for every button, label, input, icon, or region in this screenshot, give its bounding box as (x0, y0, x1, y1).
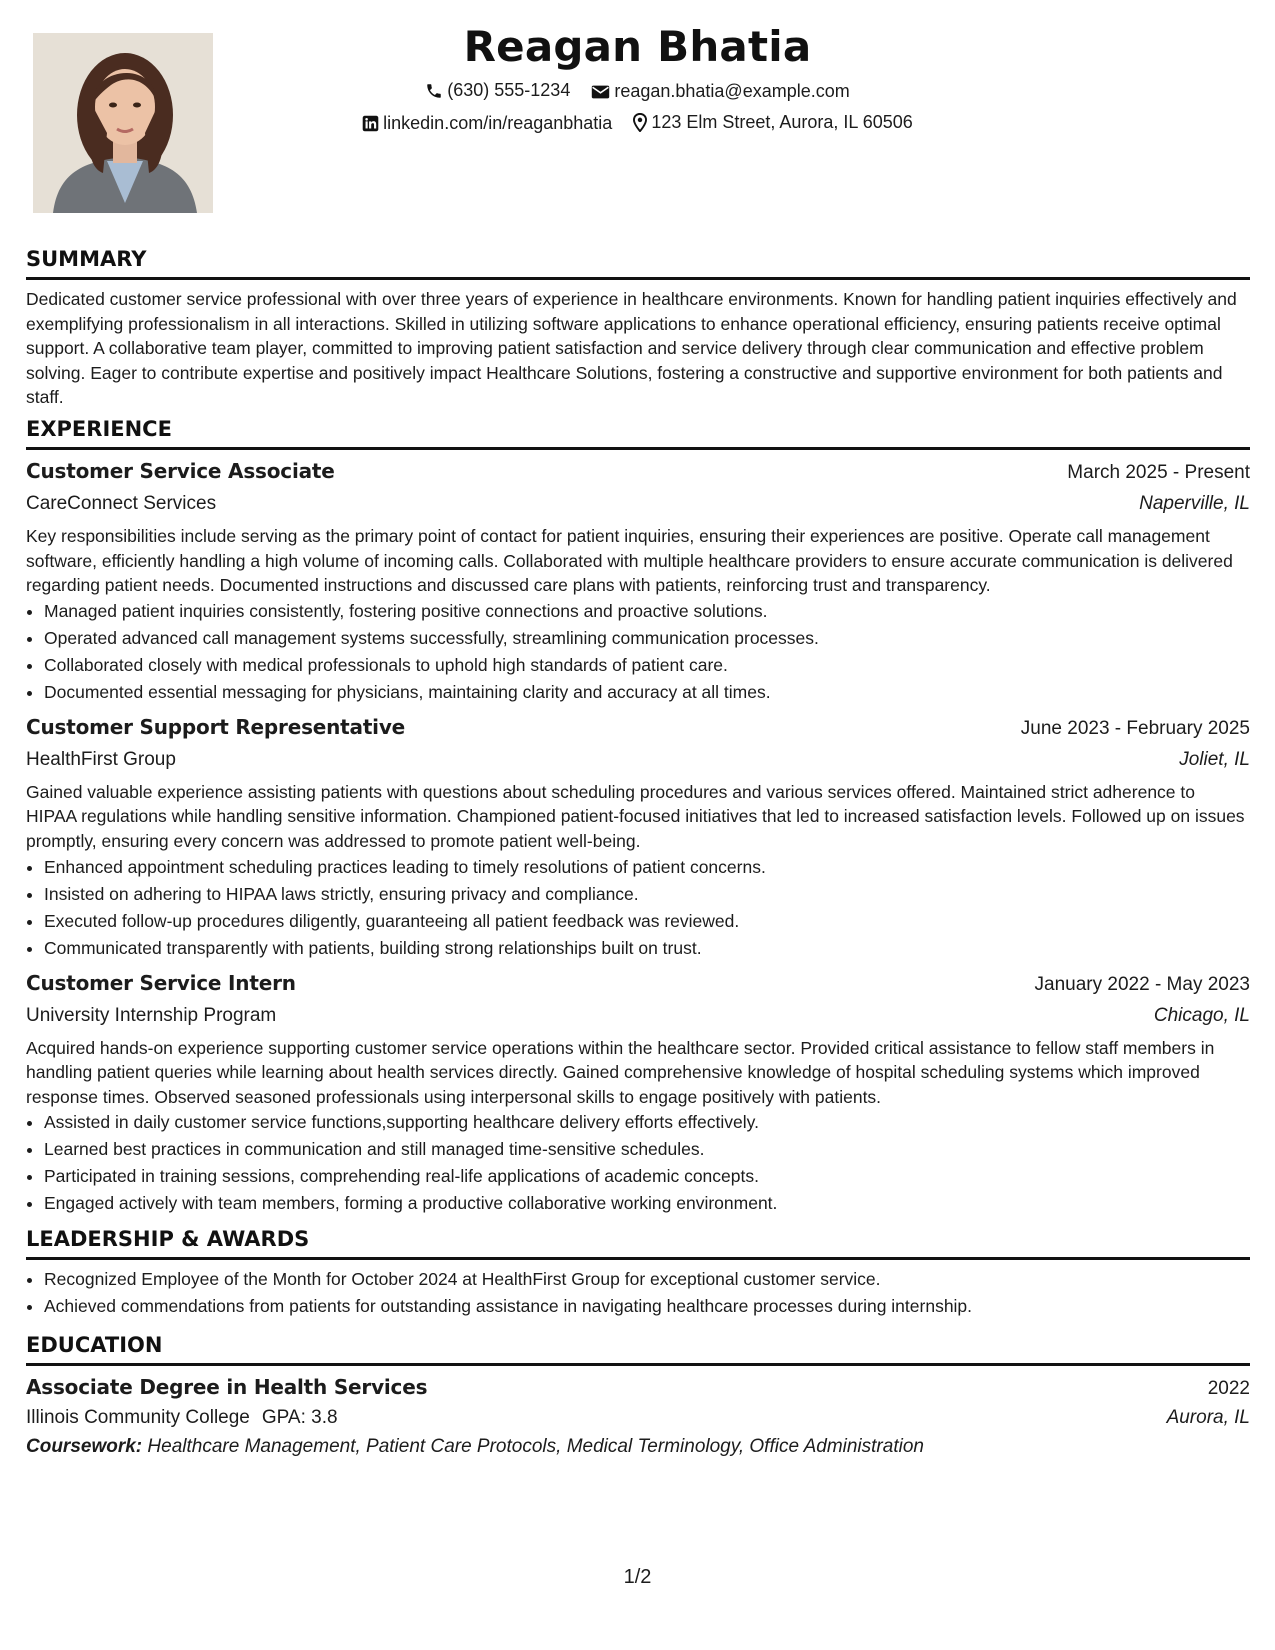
section-title-education: EDUCATION (26, 1332, 1250, 1366)
envelope-icon (591, 84, 610, 100)
summary-text: Dedicated customer service professional with over three years of experience in healthcare environments. Known for handling patient inquiries effectively and exemplifying professionalism in all interactions. Skilled in utilizing software applications to enhance operational efficiency, ensuring patients receive optimal support. A collaborative team player, committed to improving patient satisfaction and service delivery through clear communication and effective problem solving. Eager to contribute expertise and positively impact Healthcare Solutions, fostering a constructive and supportive environment for both patients and staff. (26, 289, 1237, 408)
job-description: Key responsibilities include serving as the primary point of contact for patient inquiries, ensuring their experiences are positive. Operate call management software, efficiently handling a high volume of incoming calls. Collaborated with multiple healthcare providers to ensure accurate communication is delivered regarding patient needs. Documented instructions and discussed care plans with patients, reinforcing trust and transparency. (26, 526, 1233, 596)
job-subheader (26, 747, 1250, 773)
candidate-name: Reagan Bhatia (463, 22, 812, 71)
bullet-item: • Insisted on adhering to HIPAA laws strictly, ensuring privacy and compliance. (44, 881, 1250, 908)
bullet-item: • Engaged actively with team members, forming a productive collaborative working environment. (44, 1190, 1250, 1217)
job-subheader (26, 491, 1250, 517)
job-company: HealthFirst Group (26, 748, 176, 770)
coursework-label: Coursework: (26, 1436, 143, 1457)
job-description: Acquired hands-on experience supporting customer service operations within the healthcare sector. Provided critical assistance to fellow staff members in handling patient queries while learning about health services directly. Gained comprehensive knowledge of hospital scheduling systems which improved response times. Observed seasoned professionals using interpersonal skills to engage positively with patients. (26, 1037, 1215, 1107)
job-header (26, 458, 1250, 486)
bullet-item: • Collaborated closely with medical professionals to uphold high standards of patient care. (44, 652, 1250, 679)
bullet-item: • Participated in training sessions, comprehending real-life applications of academic concepts. (44, 1163, 1250, 1190)
linkedin-icon (362, 115, 379, 132)
graduation-year: 2022 (1207, 1378, 1250, 1399)
education-header (26, 1374, 1250, 1402)
degree-title: Associate Degree in Health Services (26, 1375, 428, 1399)
email-text: reagan.bhatia@example.com (614, 81, 850, 101)
contact-email[interactable] (591, 81, 849, 102)
contact-linkedin[interactable] (362, 113, 612, 134)
job-header (26, 714, 1250, 742)
job-title: Customer Service Intern (26, 970, 296, 995)
bullet-item: • Achieved commendations from patients for outstanding assistance in navigating healthcare processes during internship. (44, 1293, 1250, 1320)
bullet-item: • Operated advanced call management systems successfully, streamlining communication processes. (44, 625, 1250, 652)
phone-text: (630) 555-1234 (447, 80, 571, 100)
gpa: GPA: 3.8 (261, 1407, 338, 1428)
school-info (26, 1405, 338, 1431)
section-title-experience: EXPERIENCE (26, 416, 1250, 450)
bullet-item: • Assisted in daily customer service functions,supporting healthcare delivery efforts effectively. (44, 1109, 1250, 1136)
job-bullets (26, 598, 1250, 706)
job-title: Customer Support Representative (26, 714, 406, 739)
job-bullets (26, 1109, 1250, 1217)
job-header (26, 970, 1250, 998)
bullet-item: • Enhanced appointment scheduling practices leading to timely resolutions of patient concerns. (44, 854, 1250, 881)
job-title: Customer Service Associate (26, 459, 335, 483)
summary-section (26, 246, 1250, 410)
phone-icon (425, 82, 443, 100)
job-entry (26, 714, 1250, 962)
section-title-summary: SUMMARY (26, 246, 1250, 280)
school-location: Aurora, IL (1166, 1407, 1250, 1428)
bullet-item: • Learned best practices in communication and still managed time-sensitive schedules. (44, 1136, 1250, 1163)
coursework (26, 1436, 1250, 1458)
job-dates: January 2022 - May 2023 (1034, 973, 1250, 995)
job-entry (26, 458, 1250, 706)
job-location: Naperville, IL (1139, 493, 1250, 514)
map-marker-icon (633, 113, 647, 132)
education-subheader (26, 1405, 1250, 1431)
contact-phone[interactable] (425, 80, 570, 101)
job-company: University Internship Program (26, 1004, 277, 1026)
school-name: Illinois Community College (26, 1407, 250, 1428)
job-description: Gained valuable experience assisting patients with questions about scheduling procedures and various services offered. Maintained strict adherence to HIPAA regulations while handling sensitive information. Championed patient-focused initiatives that led to increased satisfaction levels. Followed up on issues promptly, ensuring every concern was addressed to promote patient well-being. (26, 781, 1245, 851)
education-section (26, 1332, 1250, 1458)
address-text: 123 Elm Street, Aurora, IL 60506 (651, 112, 913, 132)
contact-row-primary (0, 80, 1275, 105)
experience-section (26, 416, 1250, 1217)
page-number: 1/2 (623, 1566, 652, 1588)
bullet-item: • Communicated transparently with patients, building strong relationships built on trust. (44, 935, 1250, 962)
job-location: Chicago, IL (1153, 1004, 1250, 1026)
bullet-item: • Managed patient inquiries consistently, fostering positive connections and proactive solutions. (44, 598, 1250, 625)
section-title-leadership: LEADERSHIP & AWARDS (26, 1226, 1250, 1260)
job-location: Joliet, IL (1179, 748, 1250, 770)
job-entry (26, 970, 1250, 1218)
bullet-item: • Recognized Employee of the Month for October 2024 at HealthFirst Group for exceptional customer service. (44, 1266, 1250, 1293)
job-dates: March 2025 - Present (1067, 462, 1250, 483)
leadership-section (26, 1226, 1250, 1320)
bullet-item: • Documented essential messaging for physicians, maintaining clarity and accuracy at all times. (44, 679, 1250, 706)
bullet-item: • Executed follow-up procedures diligently, guaranteeing all patient feedback was reviewed. (44, 908, 1250, 935)
coursework-list: Healthcare Management, Patient Care Protocols, Medical Terminology, Office Administration (147, 1436, 924, 1457)
contact-row-secondary (0, 112, 1275, 137)
job-company: CareConnect Services (26, 493, 217, 514)
job-subheader (26, 1003, 1250, 1029)
leadership-bullets (26, 1266, 1250, 1320)
job-dates: June 2023 - February 2025 (1020, 717, 1250, 739)
contact-address (633, 112, 913, 133)
linkedin-text: linkedin.com/in/reaganbhatia (383, 113, 613, 133)
job-bullets (26, 854, 1250, 962)
